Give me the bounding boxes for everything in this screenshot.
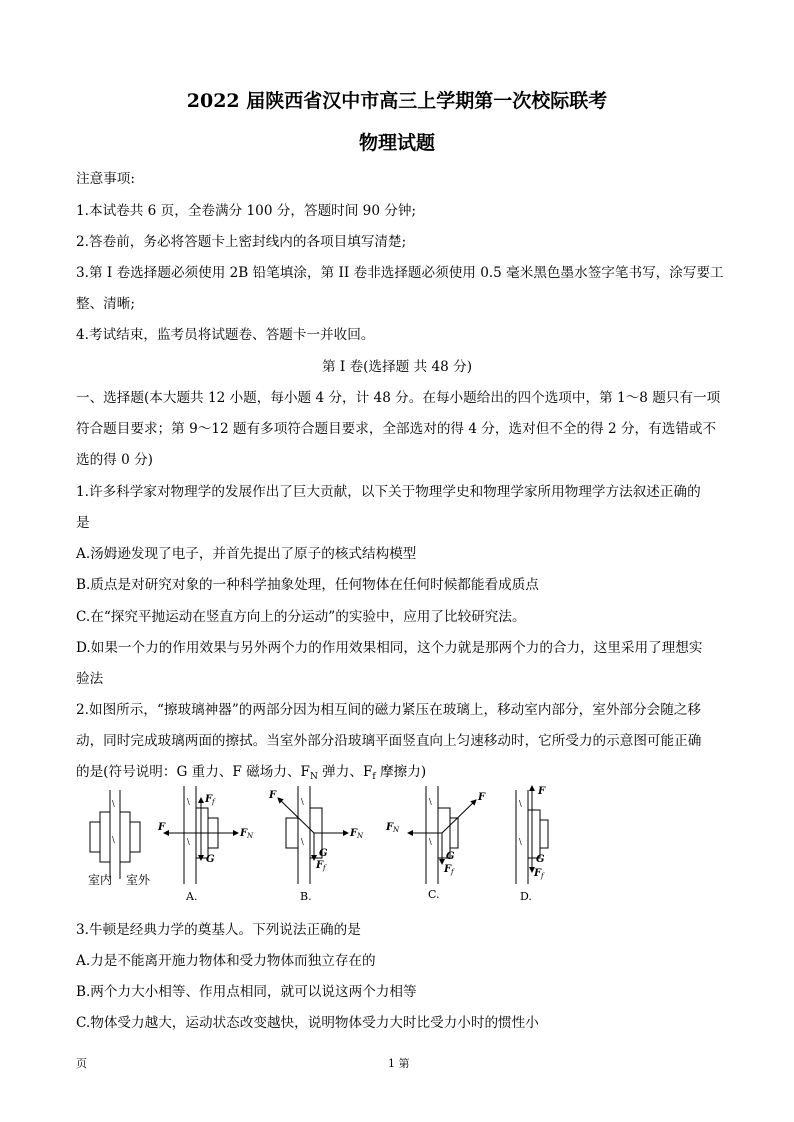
option-a-diagram: [157, 786, 254, 903]
svg-text:N: N: [393, 826, 400, 834]
notice-item: 3.第 I 卷选择题必须使用 2B 铅笔填涂，第 II 卷非选择题必须使用 0.5 毫米黑色墨水签字笔书写，涂写要工: [76, 265, 724, 281]
q1-option-c: C.在“探究平抛运动在竖直方向上的分运动”的实验中，应用了比较研究法。: [76, 609, 526, 625]
q1-option-a: A.汤姆逊发现了电子，并首先提出了原子的核式结构模型: [76, 546, 417, 562]
svg-text:G: G: [446, 851, 455, 862]
svg-text:\: \: [187, 797, 190, 806]
svg-text:F: F: [350, 828, 358, 839]
q3-stem: 3.牛顿是经典力学的奠基人。下列说法正确的是: [76, 922, 361, 938]
svg-text:\: \: [187, 837, 190, 846]
svg-text:F: F: [269, 790, 277, 801]
q1-option-d: D.如果一个力的作用效果与另外两个力的作用效果相同，这个力就是那两个力的合力，这里采用了理想实: [76, 640, 703, 656]
q2-stem: 的是(符号说明：G 重力、F 磁场力、$F_N$ 弹力、$F_f$ 摩擦力): [76, 764, 427, 782]
notice-item: 2.答卷前，务必将答题卡上密封线内的各项目填写清楚;: [76, 234, 407, 250]
q1-option-d: 验法: [76, 671, 104, 687]
svg-text:F: F: [240, 828, 248, 839]
option-b-label: B.: [300, 890, 312, 903]
q1-stem: 是: [76, 515, 90, 531]
svg-text:G: G: [319, 848, 328, 859]
option-c-label: C.: [428, 888, 440, 901]
q2-stem: 动，同时完成玻璃两面的擦拭。当室外部分沿玻璃平面竖直向上匀速移动时，它所受力的示意图可能正确: [76, 733, 702, 749]
q2-force-diagram: [88, 784, 568, 909]
svg-text:G: G: [536, 854, 545, 865]
exam-subtitle: 物理试题: [358, 132, 435, 154]
q1-stem: 1.许多科学家对物理学的发展作出了巨大贡献，以下关于物理学史和物理学家所用物理学方法叙述正确的: [76, 484, 701, 500]
outdoor-label: 室外: [126, 873, 151, 887]
notice-item: 整、清晰;: [76, 296, 135, 312]
q1-option-b: B.质点是对研究对象的一种科学抽象处理，任何物体在任何时候都能看成质点: [76, 577, 539, 593]
footer-page-number: 1 第: [388, 1057, 410, 1070]
option-d-label: D.: [520, 890, 532, 903]
footer-left: 页: [76, 1057, 87, 1070]
instructions-line: 选的得 0 分): [76, 452, 153, 468]
option-a-label: A.: [186, 890, 198, 903]
q3-option-c: C.物体受力越大，运动状态改变越快，说明物体受力大时比受力小时的惯性小: [76, 1015, 539, 1031]
svg-text:\: \: [429, 837, 432, 846]
svg-text:\: \: [301, 797, 304, 806]
svg-text:G: G: [206, 854, 215, 865]
exam-title: 2022 届陕西省汉中市高三上学期第一次校际联考: [186, 90, 608, 112]
svg-text:N: N: [357, 832, 364, 840]
svg-text:F: F: [205, 794, 213, 805]
q3-option-b: B.两个力大小相等、作用点相同，就可以说这两个力相等: [76, 984, 417, 1000]
svg-text:f: f: [541, 872, 544, 880]
option-b-diagram: [268, 786, 364, 903]
svg-text:F: F: [158, 822, 166, 833]
notice-item: 1.本试卷共 6 页，全卷满分 100 分，答题时间 90 分钟;: [76, 203, 417, 219]
svg-text:\: \: [519, 799, 522, 808]
notice-heading: 注意事项:: [76, 171, 135, 187]
svg-text:F: F: [386, 822, 394, 833]
svg-text:F: F: [478, 792, 486, 803]
svg-text:\: \: [301, 837, 304, 846]
indoor-label: 室内: [88, 873, 113, 887]
svg-text:\: \: [429, 797, 432, 806]
svg-text:f: f: [451, 868, 454, 876]
svg-text:N: N: [247, 832, 254, 840]
svg-text:\: \: [112, 835, 115, 844]
option-d-diagram: [516, 786, 548, 903]
instructions-line: 符合题目要求；第 9～12 题有多项符合题目要求，全部选对的得 4 分，选对但不全的得 2 分，有选错或不: [76, 421, 717, 437]
q2-stem: 2.如图所示，“擦玻璃神器”的两部分因为相互间的磁力紧压在玻璃上，移动室内部分，室外部分会随之移: [76, 702, 701, 718]
svg-text:F: F: [538, 786, 546, 797]
svg-text:f: f: [212, 798, 215, 806]
svg-text:F: F: [444, 864, 452, 875]
section-heading: 第 I 卷(选择题 共 48 分): [321, 359, 473, 375]
setup-diagram: [88, 790, 151, 887]
svg-text:\: \: [519, 837, 522, 846]
svg-text:F: F: [316, 860, 324, 871]
notice-item: 4.考试结束，监考员将试题卷、答题卡一并收回。: [76, 327, 375, 343]
svg-text:\: \: [112, 799, 115, 808]
q3-option-a: A.力是不能离开施力物体和受力物体而独立存在的: [76, 953, 376, 969]
instructions-line: 一、选择题(本大题共 12 小题，每小题 4 分，计 48 分。在每小题给出的四个选项中，第 1～8 题只有一项: [76, 390, 721, 406]
option-c-diagram: [385, 786, 486, 901]
svg-text:f: f: [323, 864, 326, 872]
svg-text:F: F: [534, 868, 542, 879]
